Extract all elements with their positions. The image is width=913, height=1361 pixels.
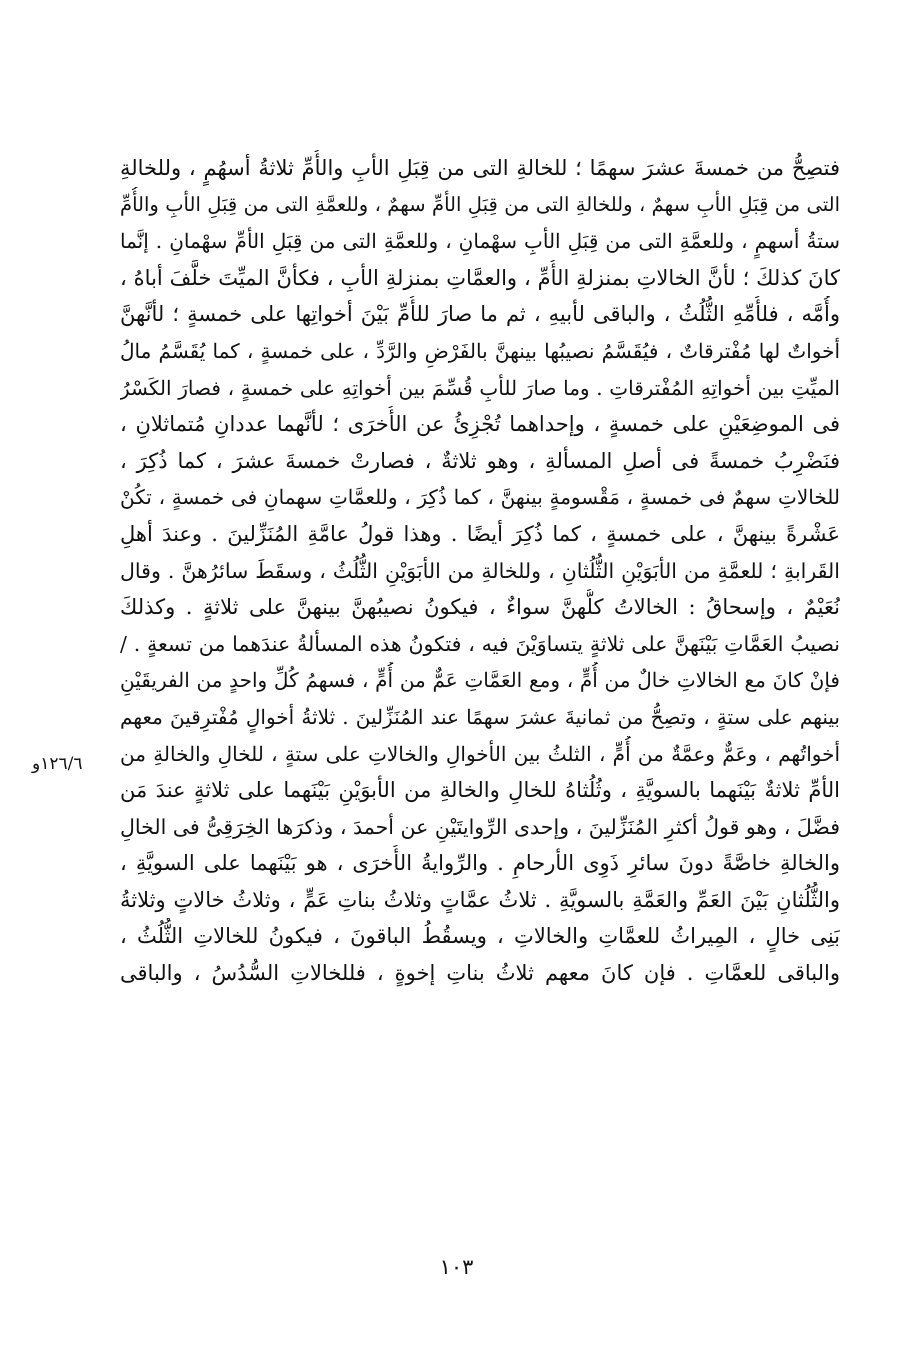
margin-folio-note: ١٢٦/٦و: [32, 754, 83, 774]
text-line: بَنِى خالٍ ، المِيراثُ للعمَّاتِ والخالاتِ ، ويسقُطُ الباقونَ ، فيكونُ للخالاتِ الثُّلُثُ ،: [120, 924, 840, 949]
text-line: أخواتٌ لها مُفْترقاتٌ ، فيُقَسَّمُ نصيبُها بينهنَّ بالفَرْضِ والرَّدِّ ، على خمسةٍ ، كما يُقَسَّمُ مالُ: [120, 338, 840, 363]
text-line: فضَّلَ ، وهو قولُ أكثرِ المُنَزِّلينَ ، وإحدى الرِّوايتَيْنِ عن أحمدَ ، وذكرَها الخِرَقِىُّ فى الخالِ: [120, 814, 840, 839]
text-line: الميِّتِ بين أخواتِهِ المُفْترقاتِ . وما صارَ للأبِ قُسِّمَ بين أخواتِهِ على خمسةٍ ، فصارَ الكَسْرُ: [120, 375, 840, 400]
text-line: للخالاتِ سهمٌ فى خمسةٍ ، مَقْسومةٍ بينهنَّ ، كما ذُكِرَ ، وللعمَّاتِ سهمانِ فى خمسةٍ ، تكُنْ: [120, 485, 840, 510]
text-line: القَرابةِ ؛ للعمَّةِ من الأبَوَيْنِ الثُّلُثانِ ، وللخالةِ من الأبَوَيْنِ الثُّلُثُ ، وسقَطَ سائرُهنَّ . وقال: [120, 558, 840, 583]
text-line: أخواتُهم ، وعَمٌّ وعمَّةٌ من أُمٍّ ، الثلثُ بين الأخوالِ والخالاتِ على ستةٍ ، للخالِ والخالةِ من: [120, 741, 840, 766]
text-line: فى الموضِعَيْنِ على خمسةٍ ، وإحداهما تُجْزِئُ عن الأُخرَى ؛ لأنَّهما عددانِ مُتماثلانِ ،: [120, 412, 840, 437]
text-line: والخالةِ خاصَّةً دونَ سائرِ ذَوِى الأرحامِ . والرِّوايةُ الأُخرَى ، هو بَيْنَهما على السويَّةِ ،: [120, 851, 840, 876]
body-text: [120, 150, 840, 992]
text-line: فنَضْرِبُ خمسةً فى أصلِ المسألةِ ، وهو ثلاثةٌ ، فصارتْ خمسةَ عشرَ ، كما ذُكِرَ ،: [120, 448, 840, 473]
text-line: وأُمَّه ، فلأُمِّهِ الثُّلُثُ ، والباقى لأبيهِ ، ثم ما صارَ للأُمِّ بَيْنَ أخواتِها على خمسةٍ ؛ لأنَّهنَّ: [120, 302, 840, 327]
text-line: عَشْرةً بينهنَّ ، على خمسةٍ ، كما ذُكِرَ أيضًا . وهذا قولُ عامَّةِ المُنَزِّلينَ . وعندَ أهلِ: [120, 521, 840, 546]
text-line: نُعَيْمٌ ، وإسحاقُ : الخالاتُ كلُّهنَّ سواءٌ ، فيكونُ نصيبُهنَّ بينهنَّ على ثلاثةٍ . وكذلكَ: [120, 595, 840, 620]
text-line: كانَ كذلكَ ؛ لأنَّ الخالاتِ بمنزلةِ الأُمِّ ، والعمَّاتِ بمنزلةِ الأبِ ، فكأنَّ الميِّتَ خلَّفَ أباهُ ،: [120, 265, 840, 290]
text-line: فتصِحُّ من خمسةَ عشرَ سهمًا ؛ للخالةِ التى من قِبَلِ الأبِ والأُمِّ ثلاثةُ أسهُمٍ ، وللخالةِ: [120, 156, 840, 180]
text-line: فإنْ كانَ مع الخالاتِ خالٌ من أُمٍّ ، ومع العَمَّاتِ عَمٌّ من أُمٍّ ، فسهمُ كُلِّ واحدٍ من الفريقَيْنِ: [120, 668, 840, 693]
text-line: نصيبُ العَمَّاتِ بَيْنَهنَّ على ثلاثةٍ يتساوَيْنَ فيه ، فتكونُ هذه المسألةُ عندَهما من تسعةٍ . /: [120, 631, 840, 656]
text-line: والباقى للعمَّاتِ . فإن كانَ معهم ثلاثُ بناتِ إخوةٍ ، فللخالاتِ السُّدُسُ ، والباقى: [120, 961, 840, 986]
page-number: ١٠٣: [439, 1255, 474, 1279]
text-line: الأمِّ ثلاثةٌ بَيْنَهما بالسويَّةِ ، وثُلُثاهُ للخالِ والخالةِ من الأبوَيْنِ بَيْنَهما على ثلاثةٍ عندَ مَن: [120, 778, 840, 803]
text-line: بينهم على ستةٍ ، وتصِحُّ من ثمانيةَ عشرَ سهمًا عند المُنَزِّلينَ . ثلاثةُ أخوالٍ مُفْترِقينَ معهم: [120, 704, 840, 729]
text-line: التى من قِبَلِ الأبِ سهمٌ ، وللخالةِ التى من قِبَلِ الأمِّ سهمٌ ، وللعمَّةِ التى من قِبَلِ الأبِ والأُمِّ: [120, 192, 840, 216]
text-line: والثُّلُثانِ بَيْنَ العَمِّ والعَمَّةِ بالسويَّةِ . ثلاثُ عمَّاتٍ وثلاثُ بناتِ عَمٍّ ، وثلاثُ خالاتٍ وثلاثةُ: [120, 887, 840, 912]
text-line: ستةُ أسهمٍ ، وللعمَّةِ التى من قِبَلِ الأبِ سهْمانِ ، وللعمَّةِ التى من قِبَلِ الأمِّ سهْمانِ . إنَّما: [120, 229, 840, 254]
